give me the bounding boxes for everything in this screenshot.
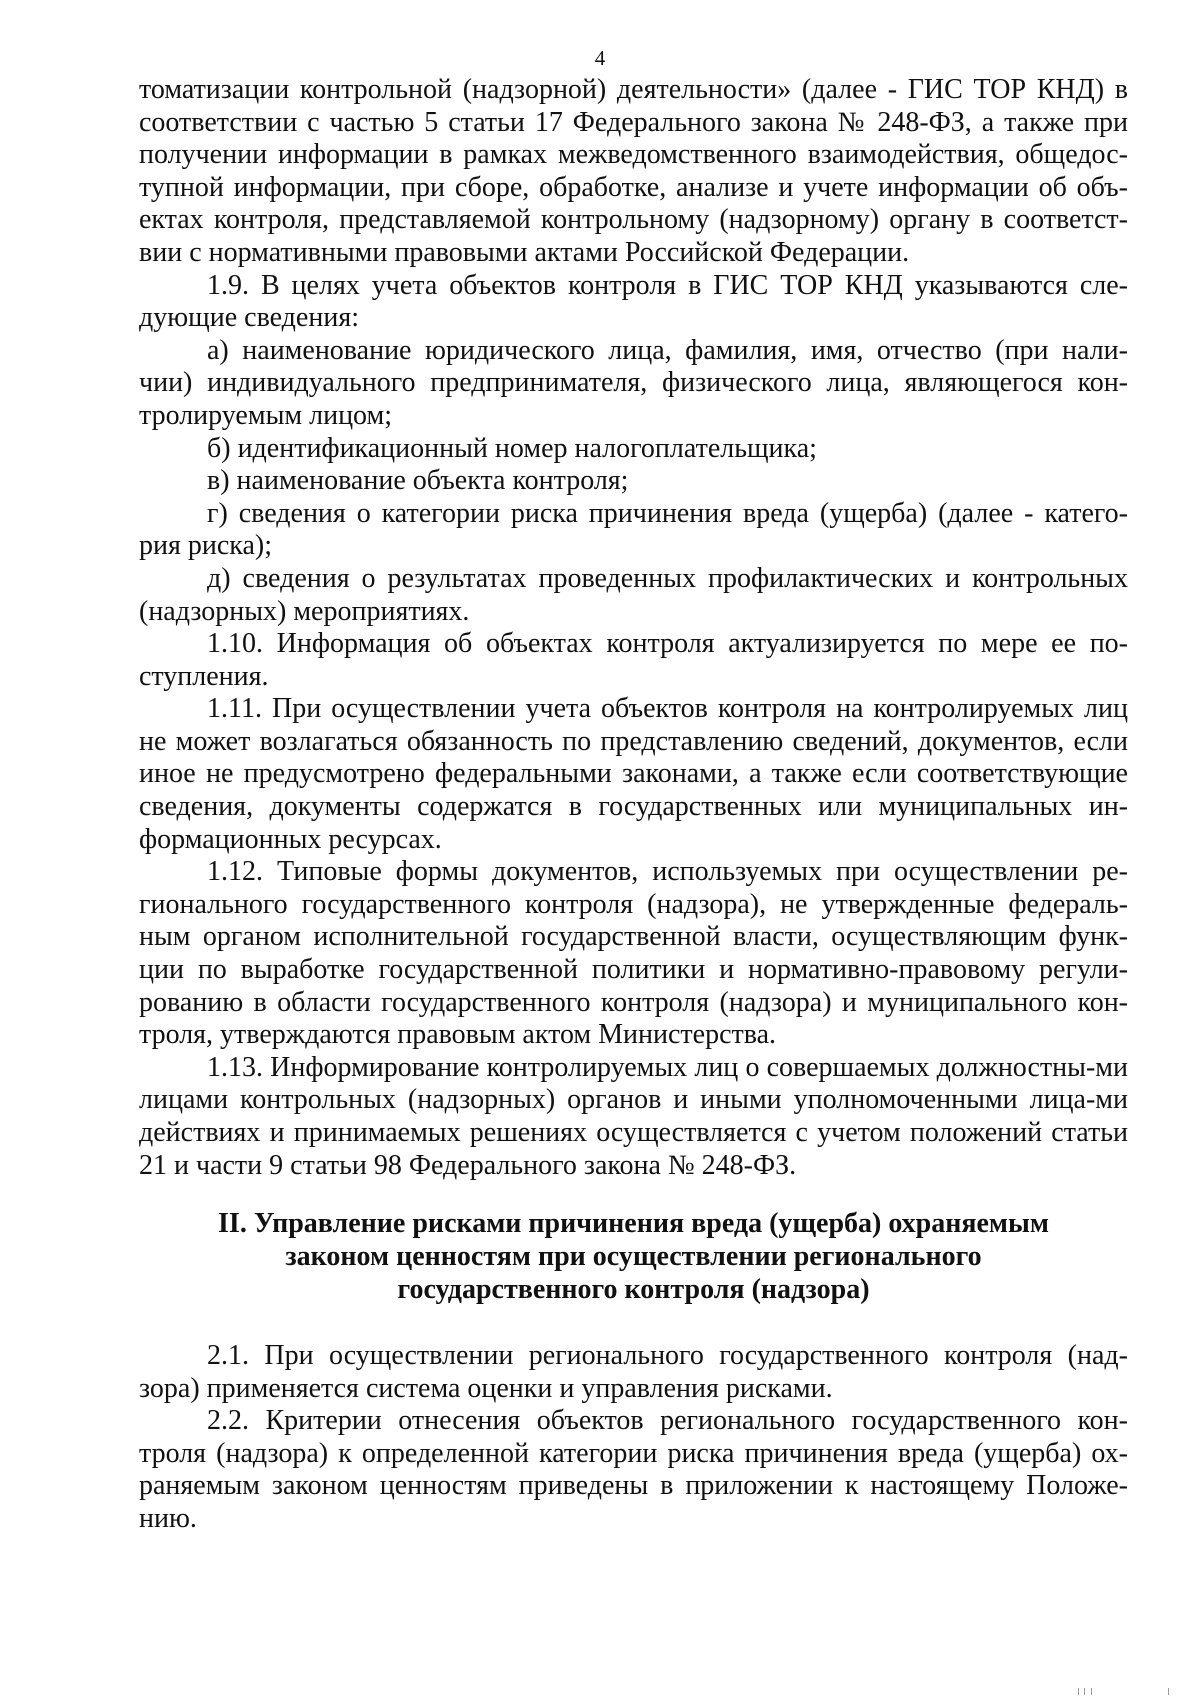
section-heading-line-3: государственного контроля (надзора) bbox=[397, 1274, 870, 1305]
page-number: 4 bbox=[594, 46, 606, 70]
list-item-a: а) наименование юридического лица, фамилия, имя, отчество (при нали-чии) индивидуального предпринимателя, физического лица, являющегося кон-тролируемым лицом; bbox=[139, 334, 1128, 431]
section-heading-line-1: II. Управление рисками причинения вреда (ущерба) охраняемым bbox=[218, 1208, 1049, 1239]
scan-artifact-mark bbox=[1091, 1688, 1092, 1695]
paragraph-2-2: 2.2. Критерии отнесения объектов регионального государственного кон-троля (надзора) к определенной категории риска причинения вреда (ущерба) ох-раняемым законом ценностям приведены в приложении к настоящему Положе-нию. bbox=[139, 1405, 1128, 1534]
scan-artifact-mark bbox=[1078, 1688, 1079, 1695]
paragraph-1-9: 1.9. В целях учета объектов контроля в ГИС ТОР КНД указываются сле-дующие сведения: bbox=[139, 269, 1128, 334]
paragraph-1-10: 1.10. Информация об объектах контроля актуализируется по мере ее по-ступления. bbox=[139, 628, 1128, 692]
scan-artifact-mark bbox=[1168, 1688, 1169, 1695]
paragraph-1-12: 1.12. Типовые формы документов, используемых при осуществлении ре-гионального государственного контроля (надзора), не утвержденные федераль-ным органом исполнительной государственной власти, осуществляющим функ-ции по выработке государственной политики и нормативно-правовому регули-рованию в области государственного контроля (надзора) и муниципального кон-троля, утверждаются правовым актом Министерства. bbox=[139, 856, 1128, 1051]
paragraph-continuation: томатизации контрольной (надзорной) деятельности» (далее - ГИС ТОР КНД) в соответствии с частью 5 статьи 17 Федерального закона № 248-ФЗ, а также при получении информации в рамках межведомственного взаимодействия, общедос-тупной информации, при сборе, обработке, анализе и учете информации об объ-ектах контроля, представляемой контрольному (надзорному) органу в соответст-вии с нормативными правовыми актами Российской Федерации. bbox=[139, 74, 1128, 268]
list-item-v: в) наименование объекта контроля; bbox=[207, 465, 629, 497]
paragraph-2-1: 2.1. При осуществлении регионального государственного контроля (над-зора) применяется система оценки и управления рисками. bbox=[139, 1340, 1128, 1404]
list-item-g: г) сведения о категории риска причинения вреда (ущерба) (далее - катего-рия риска); bbox=[139, 497, 1128, 562]
section-heading-line-2: законом ценностям при осуществлении регионального bbox=[285, 1241, 982, 1272]
list-item-d: д) сведения о результатах проведенных профилактических и контрольных (надзорных) мероприятиях. bbox=[139, 562, 1128, 627]
paragraph-1-13: 1.13. Информирование контролируемых лиц о совершаемых должностны-ми лицами контрольных (надзорных) органов и иными уполномоченными лица-ми действиях и принимаемых решениях осуществляется с учетом положений статьи 21 и части 9 статьи 98 Федерального закона № 248-ФЗ. bbox=[139, 1051, 1128, 1181]
document-body bbox=[139, 74, 1128, 1182]
section-body bbox=[139, 1340, 1128, 1536]
scan-artifact-mark bbox=[1084, 1688, 1085, 1695]
paragraph-1-11: 1.11. При осуществлении учета объектов контроля на контролируемых лиц не может возлагаться обязанность по представлению сведений, документов, если иное не предусмотрено федеральными законами, а также если соответствующие сведения, документы содержатся в государственных или муниципальных ин-формационных ресурсах. bbox=[139, 693, 1128, 855]
list-item-b: б) идентификационный номер налогоплательщика; bbox=[207, 432, 817, 464]
section-heading bbox=[139, 1207, 1128, 1306]
